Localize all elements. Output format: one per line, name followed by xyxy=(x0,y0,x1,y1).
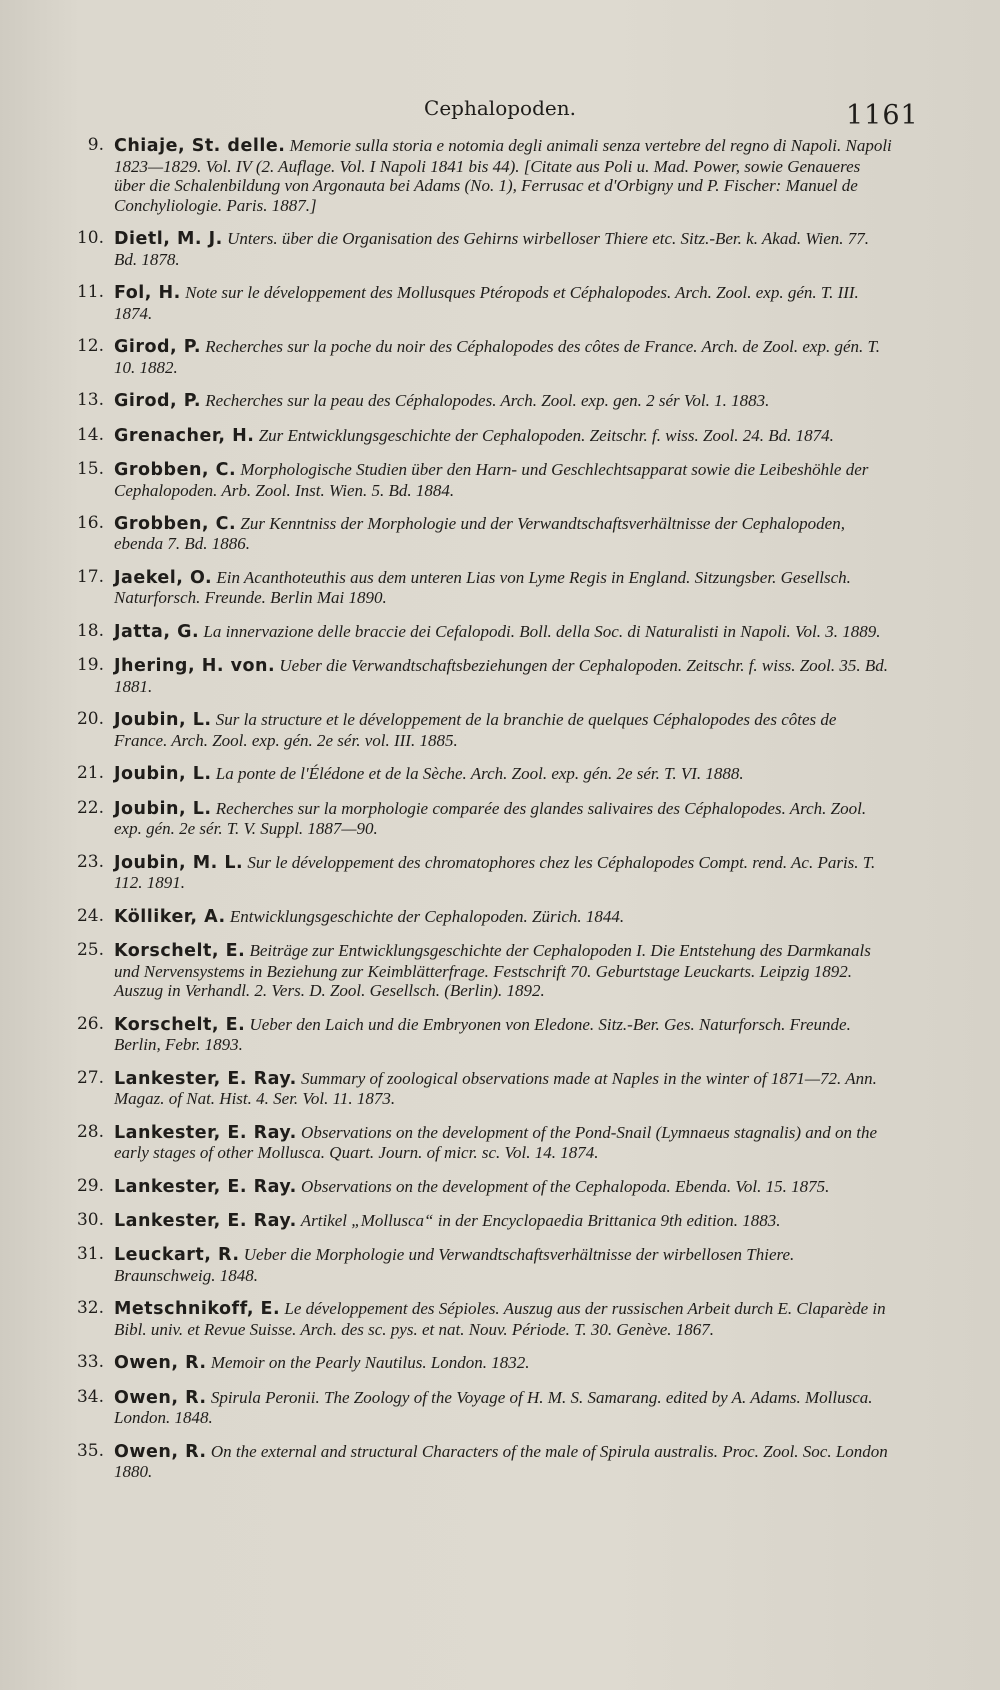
entry-author: Metschnikoff, E. xyxy=(114,1299,281,1320)
bibliography-entry xyxy=(70,1069,892,1109)
entry-reference: Summary of zoological observations made at Naples in the winter of 1871—72. Ann. Magaz. of Nat. Hist. 4. Ser. Vol. 11. 1873. xyxy=(114,1068,877,1109)
bibliography-entry xyxy=(70,1245,892,1285)
entry-reference: Morphologische Studien über den Harn- und Geschlechtsapparat sowie die Leibeshöhle der Cephalopoden. Arb. Zool. Inst. Wien. 5. Bd. 1884. xyxy=(114,459,869,500)
entry-reference: Observations on the development of the Cephalopoda. Ebenda. Vol. 15. 1875. xyxy=(301,1176,830,1196)
entry-author: Grobben, C. xyxy=(114,513,237,534)
bibliography-entry xyxy=(70,764,892,785)
entry-number: 21. xyxy=(76,763,104,784)
entry-author: Owen, R. xyxy=(114,1353,207,1374)
entry-author: Jaekel, O. xyxy=(114,567,213,588)
bibliography-entry xyxy=(70,337,892,377)
entry-author: Grobben, C. xyxy=(114,459,237,480)
entry-reference: Memoir on the Pearly Nautilus. London. 1832. xyxy=(210,1353,530,1373)
page-number: 1161 xyxy=(846,100,919,131)
entry-number: 14. xyxy=(76,424,104,445)
entry-reference: Ueber die Morphologie und Verwandtschaftsverhältnisse der wirbellosen Thiere. Braunschweig. 1848. xyxy=(114,1245,795,1285)
entry-author: Joubin, L. xyxy=(114,798,212,819)
bibliography-entry xyxy=(70,907,892,928)
entry-author: Chiaje, St. delle. xyxy=(114,136,286,156)
bibliography-entry xyxy=(70,656,892,696)
entry-author: Jhering, H. von. xyxy=(114,656,276,677)
entry-author: Joubin, L. xyxy=(114,764,212,785)
entry-author: Fol, H. xyxy=(114,283,181,304)
bibliography-entry xyxy=(70,799,892,839)
entry-author: Leuckart, R. xyxy=(114,1245,240,1266)
entry-number: 20. xyxy=(76,709,104,730)
entry-number: 26. xyxy=(76,1013,104,1034)
entry-author: Owen, R. xyxy=(114,1387,207,1408)
entry-reference: Sur le développement des chromatophores chez les Céphalopodes Compt. rend. Ac. Paris. T. 112. 1891. xyxy=(114,852,876,893)
entry-reference: Zur Entwicklungsgeschichte der Cephalopoden. Zeitschr. f. wiss. Zool. 24. Bd. 1874. xyxy=(258,425,834,445)
entry-author: Lankester, E. Ray. xyxy=(114,1210,297,1231)
entry-number: 19. xyxy=(76,655,104,676)
bibliography-entry xyxy=(70,622,892,643)
entry-reference: La innervazione delle braccie dei Cefalopodi. Boll. della Soc. di Naturalisti in Napoli. Vol. 3. 1889. xyxy=(203,621,881,641)
entry-reference: Recherches sur la poche du noir des Céphalopodes des côtes de France. Arch. de Zool. exp. gén. T. 10. 1882. xyxy=(114,337,880,377)
entry-reference: Entwicklungsgeschichte der Cephalopoden. Zürich. 1844. xyxy=(229,906,625,926)
entry-reference: Beiträge zur Entwicklungsgeschichte der Cephalopoden I. Die Entstehung des Darmkanals und Nervensystems in Beziehung zur Keimblätterfrage. Festschrift 70. Geburtstage Leuckarts. Leipzig 1892. Auszug in Verhandl. 2. Vers. D. Zool. Gesellsch. (Berlin). 1892. xyxy=(114,940,871,1001)
bibliography-entry xyxy=(70,941,892,1001)
entry-number: 35. xyxy=(76,1440,104,1461)
running-title: Cephalopoden. xyxy=(424,96,576,120)
entry-number: 9. xyxy=(87,135,104,155)
entry-author: Grenacher, H. xyxy=(114,425,255,446)
entry-number: 18. xyxy=(76,620,104,641)
entry-reference: Spirula Peronii. The Zoology of the Voyage of H. M. S. Samarang. edited by A. Adams. Mollusca. London. 1848. xyxy=(114,1387,873,1428)
entry-author: Korschelt, E. xyxy=(114,1014,246,1035)
entry-author: Dietl, M. J. xyxy=(114,229,223,250)
entry-author: Joubin, M. L. xyxy=(114,852,244,873)
entry-number: 23. xyxy=(76,851,104,872)
bibliography-entry xyxy=(70,514,892,554)
entry-number: 31. xyxy=(76,1244,104,1265)
bibliography-list xyxy=(70,136,892,1496)
entry-reference: Ueber die Verwandtschaftsbeziehungen der Cephalopoden. Zeitschr. f. wiss. Zool. 35. Bd. 1881. xyxy=(114,656,889,696)
entry-reference: Observations on the development of the Pond-Snail (Lymnaeus stagnalis) and on the early stages of other Mollusca. Quart. Journ. of micr. sc. Vol. 14. 1874. xyxy=(114,1122,878,1163)
bibliography-entry xyxy=(70,426,892,447)
bibliography-entry xyxy=(70,1353,892,1374)
entry-number: 34. xyxy=(76,1386,104,1407)
entry-number: 12. xyxy=(76,336,104,357)
bibliography-entry xyxy=(70,1177,892,1198)
entry-author: Korschelt, E. xyxy=(114,940,246,961)
entry-number: 24. xyxy=(76,905,104,926)
entry-author: Lankester, E. Ray. xyxy=(114,1176,297,1197)
entry-number: 15. xyxy=(76,458,104,479)
entry-author: Jatta, G. xyxy=(114,621,200,642)
entry-number: 28. xyxy=(76,1121,104,1142)
entry-reference: Ueber den Laich und die Embryonen von Eledone. Sitz.-Ber. Ges. Naturforsch. Freunde. Berlin, Febr. 1893. xyxy=(114,1014,851,1055)
bibliography-entry xyxy=(70,853,892,893)
entry-number: 13. xyxy=(76,390,104,411)
entry-reference: Recherches sur la morphologie comparée des glandes salivaires des Céphalopodes. Arch. Zool. exp. gén. 2e sér. T. V. Suppl. 1887—90. xyxy=(114,798,867,839)
entry-author: Owen, R. xyxy=(114,1441,207,1462)
bibliography-entry xyxy=(70,1388,892,1428)
entry-number: 16. xyxy=(76,512,104,533)
entry-reference: On the external and structural Characters of the male of Spirula australis. Proc. Zool. Soc. London 1880. xyxy=(114,1441,888,1482)
bibliography-entry xyxy=(70,710,892,750)
bibliography-entry xyxy=(70,1442,892,1482)
entry-number: 33. xyxy=(76,1352,104,1373)
bibliography-entry xyxy=(70,283,892,323)
entry-reference: Unters. über die Organisation des Gehirns wirbelloser Thiere etc. Sitz.-Ber. k. Akad. Wien. 77. Bd. 1878. xyxy=(114,229,870,269)
entry-number: 10. xyxy=(76,228,104,249)
entry-reference: Zur Kenntniss der Morphologie und der Verwandtschaftsverhältnisse der Cephalopoden, ebenda 7. Bd. 1886. xyxy=(114,513,845,554)
entry-reference: Artikel „Mollusca“ in der Encyclopaedia Brittanica 9th edition. 1883. xyxy=(300,1210,781,1230)
entry-reference: La ponte de l'Élédone et de la Sèche. Arch. Zool. exp. gén. 2e sér. T. VI. 1888. xyxy=(215,764,744,784)
entry-author: Joubin, L. xyxy=(114,710,212,731)
entry-author: Lankester, E. Ray. xyxy=(114,1122,297,1143)
entry-author: Kölliker, A. xyxy=(114,906,226,927)
entry-reference: Sur la structure et le développement de la branchie de quelques Céphalopodes des côtes de France. Arch. Zool. exp. gén. 2e sér. vol. III. 1885. xyxy=(114,710,837,750)
entry-number: 29. xyxy=(76,1175,104,1196)
bibliography-entry xyxy=(70,1211,892,1232)
bibliography-entry xyxy=(70,460,892,500)
bibliography-entry xyxy=(70,391,892,412)
entry-reference: Note sur le développement des Mollusques Ptéropods et Céphalopodes. Arch. Zool. exp. gén. T. III. 1874. xyxy=(114,283,859,323)
entry-reference: Ein Acanthoteuthis aus dem unteren Lias von Lyme Regis in England. Sitzungsber. Gesellsch. Naturforsch. Freunde. Berlin Mai 1890. xyxy=(114,567,851,608)
entry-number: 22. xyxy=(76,797,104,818)
entry-reference: Recherches sur la peau des Céphalopodes. Arch. Zool. exp. gen. 2 sér Vol. 1. 1883. xyxy=(205,391,770,411)
bibliography-entry xyxy=(70,1299,892,1339)
bibliography-entry xyxy=(70,229,892,269)
bibliography-entry xyxy=(70,1123,892,1163)
bibliography-entry xyxy=(70,1015,892,1055)
bibliography-entry xyxy=(70,568,892,608)
entry-number: 30. xyxy=(76,1209,104,1230)
entry-reference: Le développement des Sépioles. Auszug aus der russischen Arbeit durch E. Claparède in Bibl. univ. et Revue Suisse. Arch. des sc. pys. et nat. Nouv. Période. T. 30. Genève. 1867. xyxy=(114,1299,886,1339)
entry-author: Girod, P. xyxy=(114,391,202,412)
entry-number: 25. xyxy=(76,939,104,960)
entry-author: Lankester, E. Ray. xyxy=(114,1068,297,1089)
bibliography-entry xyxy=(70,136,892,215)
entry-number: 11. xyxy=(76,282,104,303)
entry-number: 27. xyxy=(76,1067,104,1088)
entry-author: Girod, P. xyxy=(114,337,202,358)
entry-number: 17. xyxy=(76,566,104,587)
entry-number: 32. xyxy=(76,1298,104,1319)
entry-reference: Memorie sulla storia e notomia degli animali senza vertebre del regno di Napoli. Napoli 1823—1829. Vol. IV (2. Auflage. Vol. I Napoli 1841 bis 44). [Citate aus Poli u. Mad. Power, sowie Genaueres über die Schalenbildung von Argonauta bei Adams (No. 1), Ferrusac et d'Orbigny und P. Fischer: Manuel de Conchyliologie. Paris. 1887.] xyxy=(114,136,892,215)
